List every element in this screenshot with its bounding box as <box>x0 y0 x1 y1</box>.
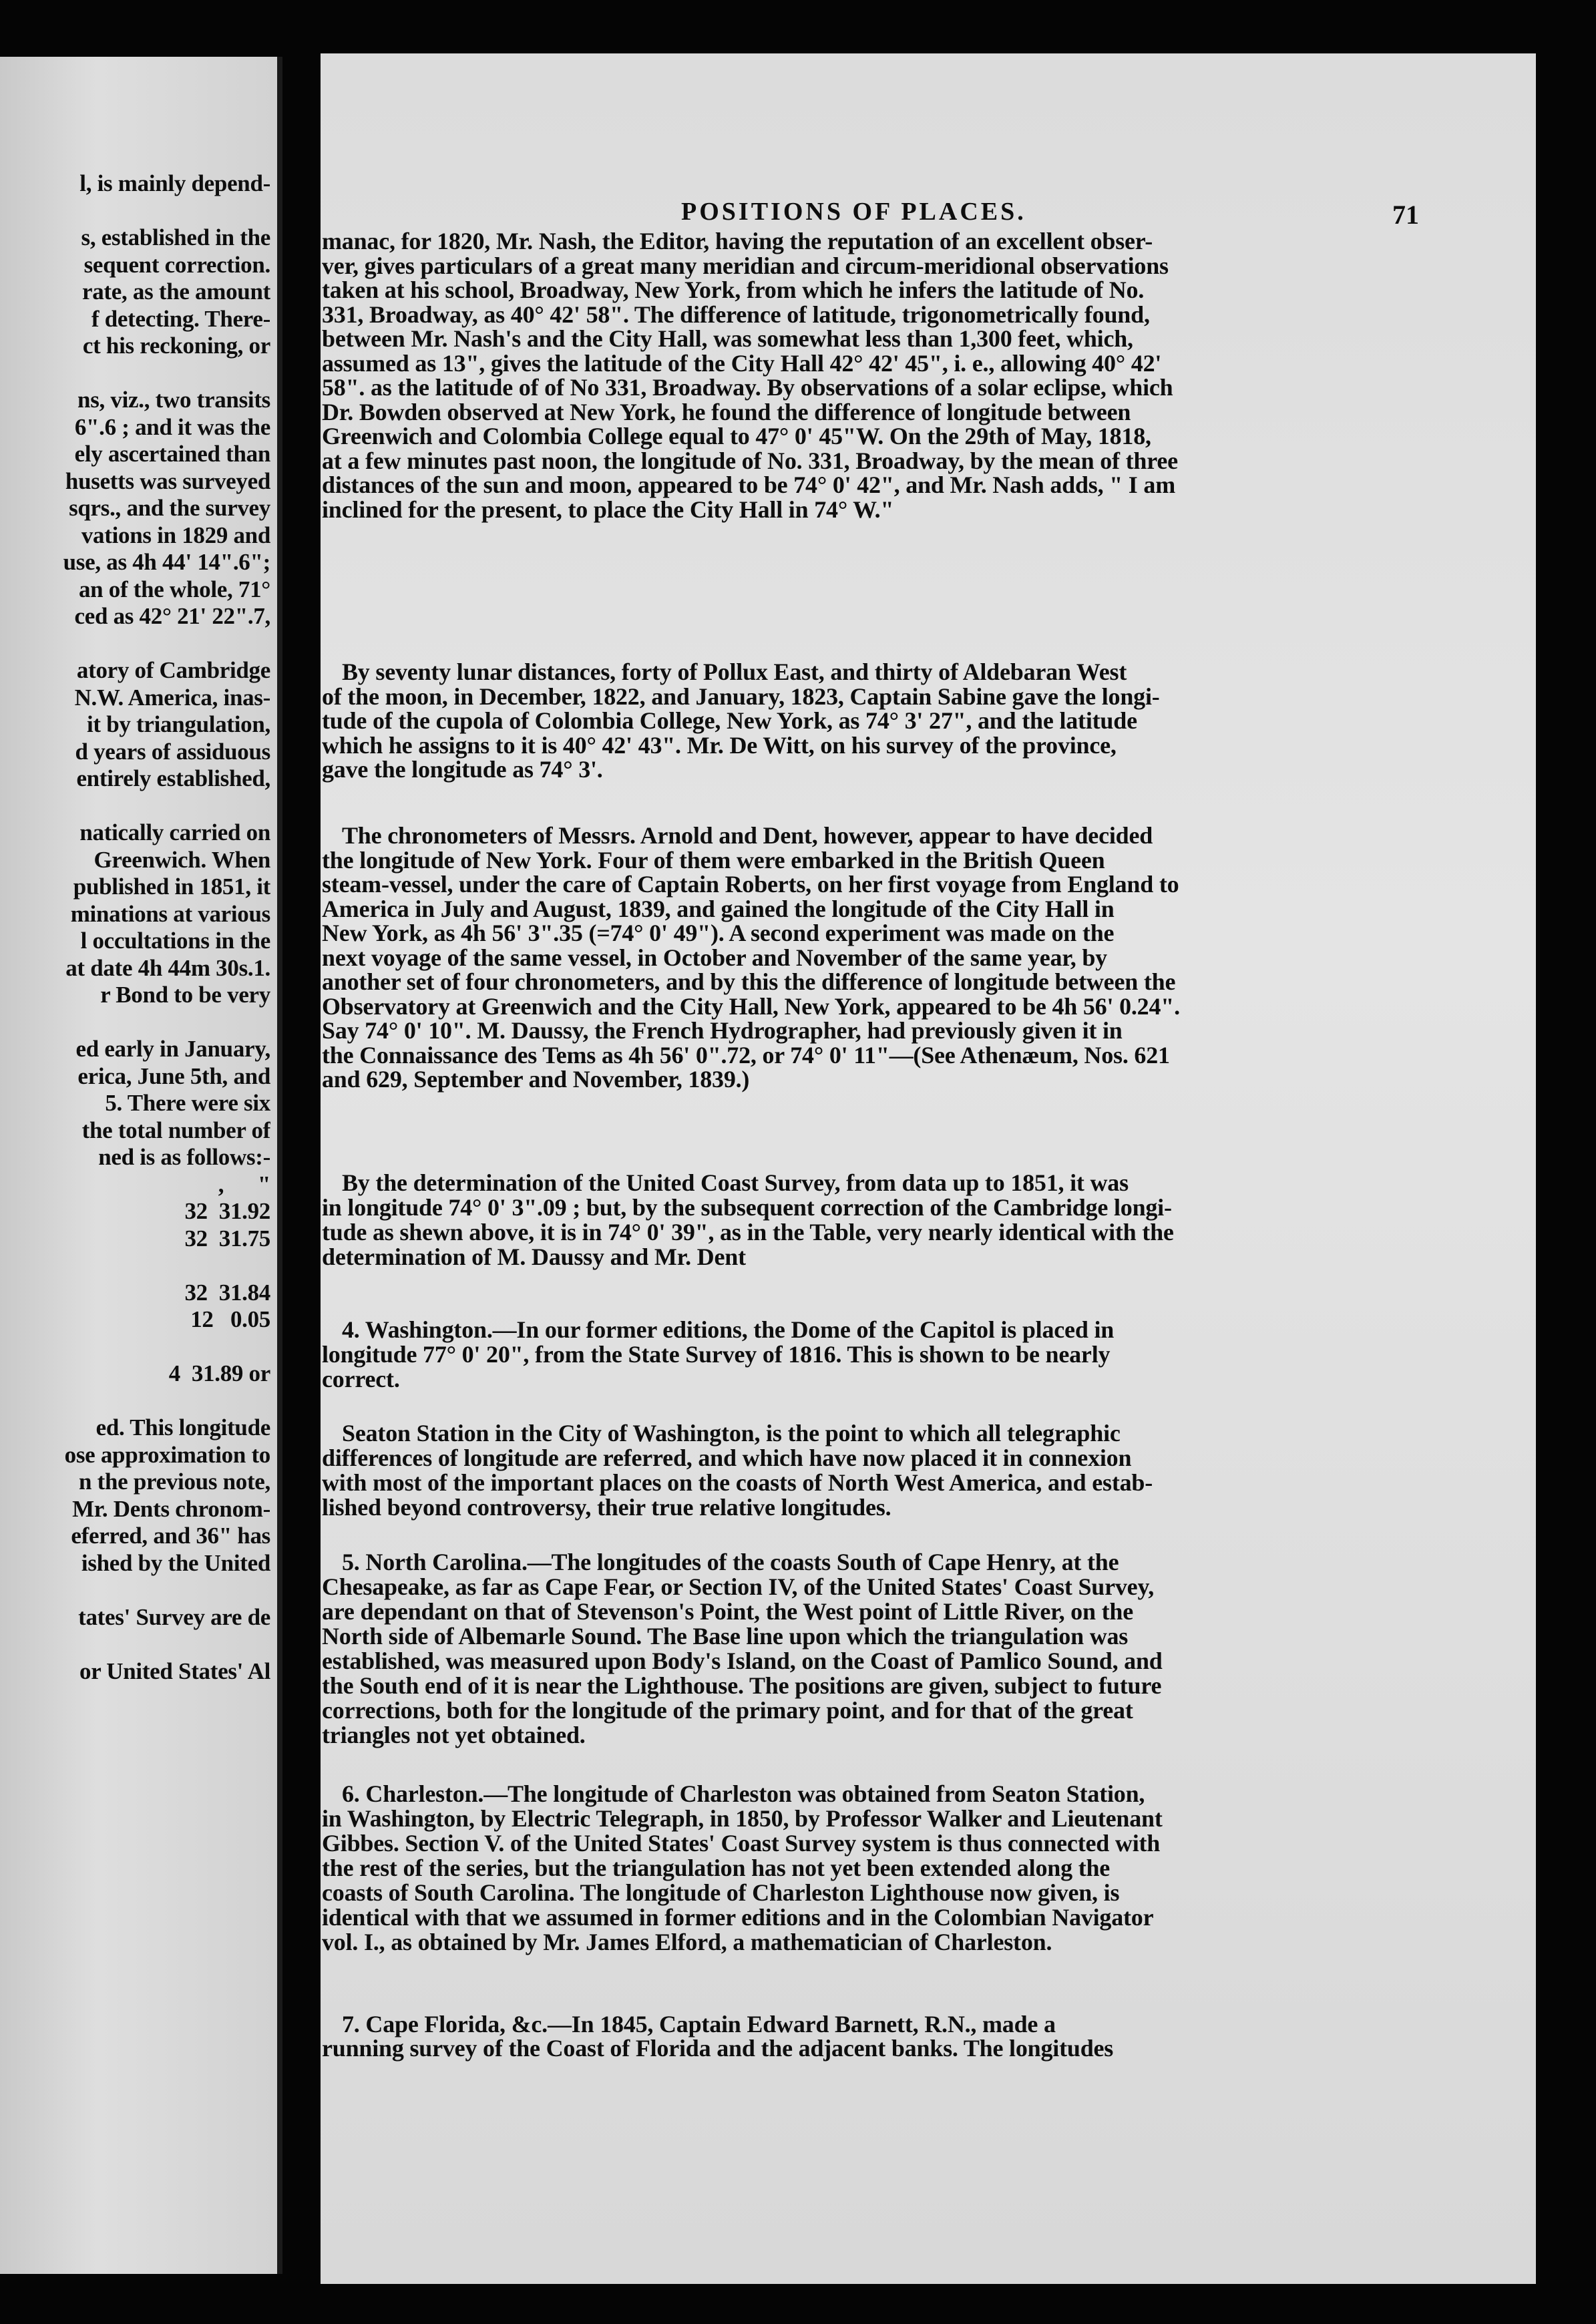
left-page-line: it by triangulation, <box>86 711 270 737</box>
text-line: triangles not yet obtained. <box>322 1722 586 1748</box>
text-line: with most of the important places on the coasts of North West America, and estab- <box>322 1469 1153 1496</box>
left-page-line: l, is mainly depend- <box>79 170 270 196</box>
text-line: established, was measured upon Body's Island, on the Coast of Pamlico Sound, and <box>322 1648 1163 1674</box>
left-page-line: 5. There were six <box>105 1090 270 1116</box>
left-page-line: ned is as follows:- <box>98 1144 270 1170</box>
text-line: New York, as 4h 56' 3".35 (=74° 0' 49"). A second experiment was made on the <box>322 920 1115 946</box>
text-line: Seaton Station in the City of Washington, is the point to which all telegraphic <box>342 1420 1121 1446</box>
text-line: 4. Washington.—In our former editions, the Dome of the Capitol is placed in <box>342 1316 1115 1343</box>
text-line: the rest of the series, but the triangulation has not yet been extended along the <box>322 1855 1111 1881</box>
text-line: tude of the cupola of Colombia College, New York, as 74° 3' 27", and the latitude <box>322 707 1137 734</box>
left-page-line: 6".6 ; and it was the <box>74 413 270 440</box>
left-facing-page <box>0 57 282 2274</box>
text-line: differences of longitude are referred, and which have now placed it in connexion <box>322 1444 1132 1471</box>
text-line: Dr. Bowden observed at New York, he found the difference of longitude between <box>322 398 1131 425</box>
running-head: POSITIONS OF PLACES. <box>681 198 1026 226</box>
text-line: Gibbes. Section V. of the United States' Coast Survey system is thus connected with <box>322 1830 1161 1857</box>
text-line: Say 74° 0' 10". M. Daussy, the French Hydrographer, had previously given it in <box>322 1017 1123 1044</box>
text-line: taken at his school, Broadway, New York, from which he infers the latitude of No. <box>322 276 1145 303</box>
text-line: 6. Charleston.—The longitude of Charleston was obtained from Seaton Station, <box>342 1780 1145 1807</box>
left-page-line: 32 31.75 <box>184 1225 270 1251</box>
left-page-line: published in 1851, it <box>73 874 270 900</box>
left-page-line: erica, June 5th, and <box>77 1062 270 1089</box>
left-page-line: d years of assiduous <box>75 738 270 765</box>
left-page-line: atory of Cambridge <box>76 657 270 683</box>
text-line: between Mr. Nash's and the City Hall, was somewhat less than 1,300 feet, which, <box>322 325 1133 352</box>
text-line: assumed as 13", gives the latitude of the City Hall 42° 42' 45", i. e., allowing 40° 42' <box>322 349 1162 377</box>
text-line: another set of four chronometers, and by this the difference of longitude between the <box>322 968 1176 995</box>
text-line: North side of Albemarle Sound. The Base line upon which the triangulation was <box>322 1623 1129 1650</box>
text-line: which he assigns to it is 40° 42' 43". Mr. De Witt, on his survey of the province, <box>322 731 1117 759</box>
left-page-line: sequent correction. <box>83 251 270 278</box>
text-line: are dependant on that of Stevenson's Point, the West point of Little River, on the <box>322 1598 1133 1625</box>
left-page-line: ose approximation to <box>64 1441 270 1468</box>
text-line: identical with that we assumed in former editions and in the Colombian Navigator <box>322 1904 1154 1931</box>
left-page-line: vations in 1829 and <box>81 522 270 548</box>
text-line: in Washington, by Electric Telegraph, in 1850, by Professor Walker and Lieutenant <box>322 1805 1163 1832</box>
text-line: 58". as the latitude of of No 331, Broadway. By observations of a solar eclipse, which <box>322 374 1173 401</box>
left-page-line: minations at various <box>70 900 270 927</box>
text-line: running survey of the Coast of Florida and the adjacent banks. The longitudes <box>322 2035 1114 2062</box>
text-line: distances of the sun and moon, appeared to be 74° 0' 42", and Mr. Nash adds, " I am <box>322 471 1175 498</box>
text-line: 5. North Carolina.—The longitudes of the coasts South of Cape Henry, at the <box>342 1549 1119 1575</box>
text-line: the longitude of New York. Four of them were embarked in the British Queen <box>322 846 1105 874</box>
left-page-line: the total number of <box>81 1117 270 1143</box>
left-page-line: sqrs., and the survey <box>69 495 270 521</box>
left-page-line: n the previous note, <box>79 1469 270 1495</box>
left-page-line: eferred, and 36" has <box>71 1523 270 1549</box>
text-line: correct. <box>322 1366 400 1392</box>
left-page-line: f detecting. There- <box>91 305 270 332</box>
left-page-line: r Bond to be very <box>100 982 270 1008</box>
left-page-line: husetts was surveyed <box>65 467 270 494</box>
page-number: 71 <box>1392 200 1419 230</box>
text-line: By the determination of the United Coast Survey, from data up to 1851, it was <box>342 1169 1129 1196</box>
text-line: America in July and August, 1839, and gained the longitude of the City Hall in <box>322 895 1115 922</box>
left-page-line: ed early in January, <box>75 1036 270 1062</box>
text-line: 7. Cape Florida, &c.—In 1845, Captain Edward Barnett, R.N., made a <box>342 2011 1056 2038</box>
left-page-line: 32 31.84 <box>184 1279 270 1306</box>
left-page-line: l occultations in the <box>80 928 270 954</box>
left-page-line: or United States' Al <box>79 1658 270 1684</box>
text-line: By seventy lunar distances, forty of Pollux East, and thirty of Aldebaran West <box>342 658 1127 685</box>
left-page-line: ished by the United <box>81 1549 270 1576</box>
text-line: The chronometers of Messrs. Arnold and Dent, however, appear to have decided <box>342 822 1153 849</box>
left-page-line: s, established in the <box>81 224 270 250</box>
text-line: manac, for 1820, Mr. Nash, the Editor, having the reputation of an excellent obser- <box>322 228 1153 254</box>
text-line: of the moon, in December, 1822, and January, 1823, Captain Sabine gave the longi- <box>322 683 1160 710</box>
text-line: Chesapeake, as far as Cape Fear, or Section IV, of the United States' Coast Survey, <box>322 1573 1155 1600</box>
text-line: steam-vessel, under the care of Captain Roberts, on her first voyage from England to <box>322 871 1179 898</box>
text-line: ver, gives particulars of a great many meridian and circum-meridional observations <box>322 252 1169 279</box>
text-line: inclined for the present, to place the City Hall in 74° W." <box>322 496 894 523</box>
text-line: at a few minutes past noon, the longitude of No. 331, Broadway, by the mean of three <box>322 447 1178 474</box>
text-line: coasts of South Carolina. The longitude of Charleston Lighthouse now given, is <box>322 1879 1120 1906</box>
left-page-line: tates' Survey are de <box>78 1603 270 1630</box>
text-line: vol. I., as obtained by Mr. James Elford, a mathematician of Charleston. <box>322 1929 1052 1955</box>
left-page-line: ed. This longitude <box>95 1414 270 1440</box>
text-line: determination of M. Daussy and Mr. Dent <box>322 1243 746 1270</box>
text-line: Observatory at Greenwich and the City Hall, New York, appeared to be 4h 56' 0.24". <box>322 992 1180 1020</box>
right-page <box>321 53 1536 2284</box>
text-line: gave the longitude as 74° 3'. <box>322 756 603 783</box>
text-line: and 629, September and November, 1839.) <box>322 1066 750 1093</box>
left-page-line: ns, viz., two transits <box>77 387 270 413</box>
left-page-line: ct his reckoning, or <box>82 333 270 359</box>
text-line: lished beyond controversy, their true relative longitudes. <box>322 1494 891 1521</box>
left-page-line: ced as 42° 21' 22".7, <box>74 603 270 629</box>
text-line: the Connaissance des Tems as 4h 56' 0".72, or 74° 0' 11"—(See Athenæum, Nos. 621 <box>322 1041 1170 1069</box>
text-line: the South end of it is near the Lighthouse. The positions are given, subject to future <box>322 1672 1162 1699</box>
left-page-line: use, as 4h 44' 14".6"; <box>63 549 270 575</box>
text-line: tude as shewn above, it is in 74° 0' 39", as in the Table, very nearly identical with the <box>322 1219 1174 1245</box>
text-line: corrections, both for the longitude of the primary point, and for that of the great <box>322 1697 1133 1724</box>
left-page-line: rate, as the amount <box>81 278 270 305</box>
text-line: longitude 77° 0' 20", from the State Survey of 1816. This is shown to be nearly <box>322 1341 1111 1368</box>
left-page-line: an of the whole, 71° <box>78 576 270 602</box>
text-line: 331, Broadway, as 40° 42' 58". The difference of latitude, trigonometrically found, <box>322 301 1150 328</box>
left-page-line: entirely established, <box>76 765 270 791</box>
text-line: Greenwich and Colombia College equal to 47° 0' 45"W. On the 29th of May, 1818, <box>322 423 1151 449</box>
text-line: in longitude 74° 0' 3".09 ; but, by the subsequent correction of the Cambridge longi- <box>322 1194 1172 1221</box>
text-line: next voyage of the same vessel, in October and November of the same year, by <box>322 944 1107 971</box>
left-page-line: 32 31.92 <box>184 1198 270 1224</box>
left-page-line: ely ascertained than <box>74 441 270 467</box>
left-page-line: at date 4h 44m 30s.1. <box>65 954 270 981</box>
text-body <box>321 53 1536 2284</box>
left-page-line: Mr. Dents chronom- <box>72 1495 270 1522</box>
left-page-line: N.W. America, inas- <box>74 684 270 711</box>
left-page-line: 12 0.05 <box>190 1306 270 1332</box>
left-page-line: 4 31.89 or <box>168 1360 270 1386</box>
left-page-line: , " <box>218 1171 270 1197</box>
left-page-line: natically carried on <box>79 819 270 845</box>
left-page-line: Greenwich. When <box>93 846 270 873</box>
